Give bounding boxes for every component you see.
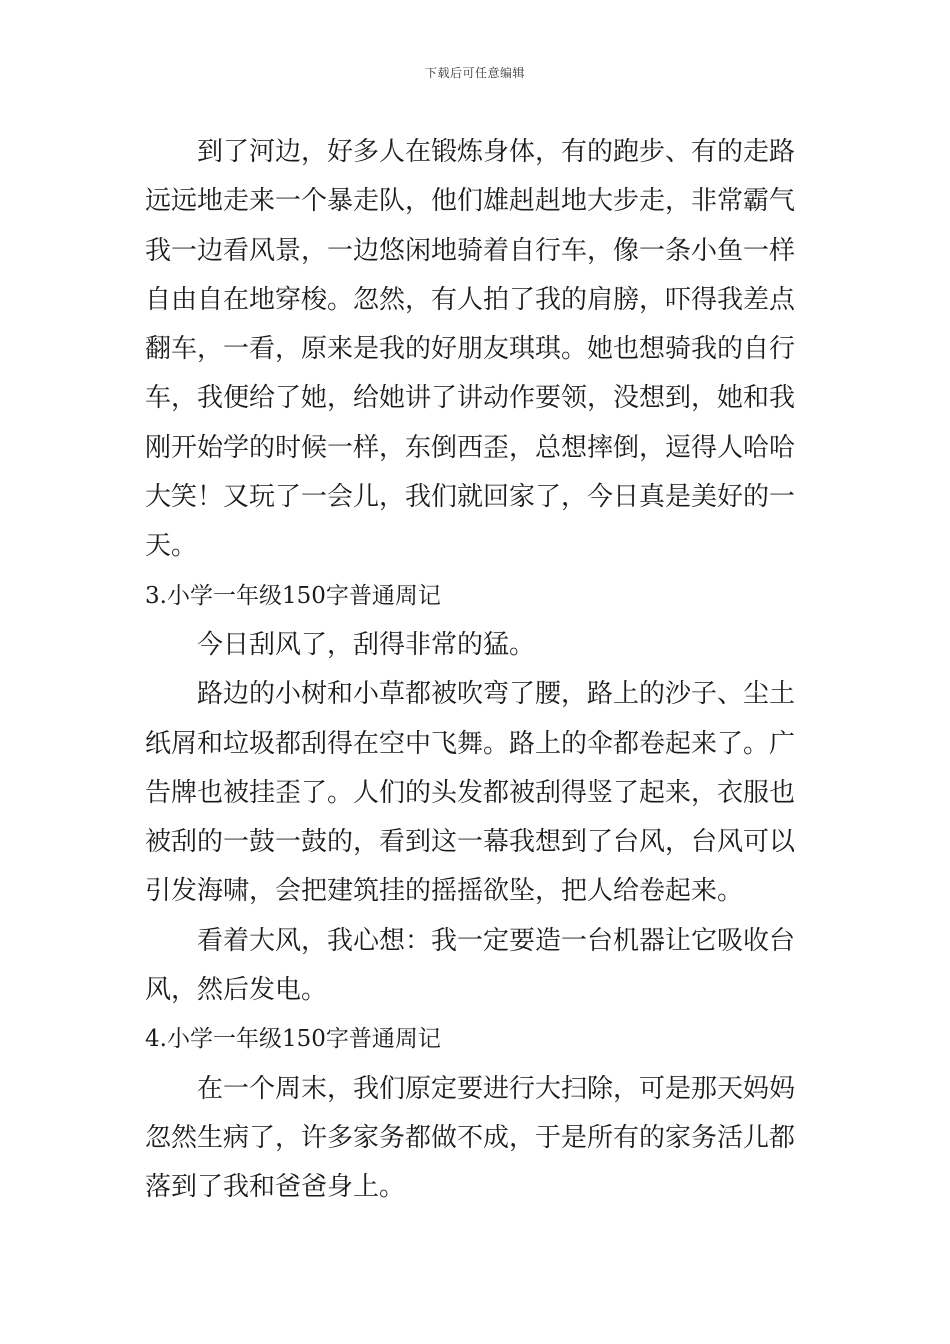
text-line: 路边的小树和小草都被吹弯了腰，路上的沙子、尘土 bbox=[197, 679, 796, 710]
page-header: 下载后可任意编辑 bbox=[424, 66, 525, 80]
text-line: 忽然生病了，许多家务都做不成，于是所有的家务活儿都 bbox=[145, 1122, 796, 1153]
text-line: 自由自在地穿梭。忽然，有人拍了我的肩膀，吓得我差点 bbox=[145, 284, 796, 315]
text-line: 被刮的一鼓一鼓的，看到这一幕我想到了台风，台风可以 bbox=[145, 827, 796, 858]
text-line: 落到了我和爸爸身上。 bbox=[145, 1172, 406, 1203]
text-line: 告牌也被挂歪了。人们的头发都被刮得竖了起来，衣服也 bbox=[145, 777, 796, 808]
text-line: 翻车，一看，原来是我的好朋友琪琪。她也想骑我的自行 bbox=[145, 334, 796, 365]
text-line: 大笑！又玩了一会儿，我们就回家了，今日真是美好的一 bbox=[145, 482, 796, 513]
text-line: 车，我便给了她，给她讲了讲动作要领，没想到，她和我 bbox=[145, 383, 796, 414]
text-line: 引发海啸，会把建筑挂的摇摇欲坠，把人给卷起来。 bbox=[145, 876, 744, 907]
section-heading: 4.小学一年级150字普通周记 bbox=[145, 1026, 441, 1053]
document-body bbox=[145, 128, 807, 1213]
section-heading: 3.小学一年级150字普通周记 bbox=[145, 582, 441, 609]
text-line: 刚开始学的时候一样，东倒西歪，总想摔倒，逗得人哈哈 bbox=[145, 432, 796, 463]
text-line: 我一边看风景，一边悠闲地骑着自行车，像一条小鱼一样 bbox=[145, 235, 796, 266]
text-line: 远远地走来一个暴走队，他们雄赳赳地大步走，非常霸气 bbox=[145, 186, 796, 217]
text-line: 到了河边，好多人在锻炼身体，有的跑步、有的走路 bbox=[197, 137, 796, 167]
text-line: 今日刮风了，刮得非常的猛。 bbox=[197, 629, 536, 660]
text-line: 天。 bbox=[145, 531, 198, 562]
text-line: 看着大风，我心想：我一定要造一台机器让它吸收台 bbox=[197, 925, 796, 956]
text-line: 风，然后发电。 bbox=[145, 975, 328, 1006]
text-line: 在一个周末，我们原定要进行大扫除，可是那天妈妈 bbox=[197, 1073, 796, 1104]
text-line: 纸屑和垃圾都刮得在空中飞舞。路上的伞都卷起来了。广 bbox=[145, 728, 796, 759]
